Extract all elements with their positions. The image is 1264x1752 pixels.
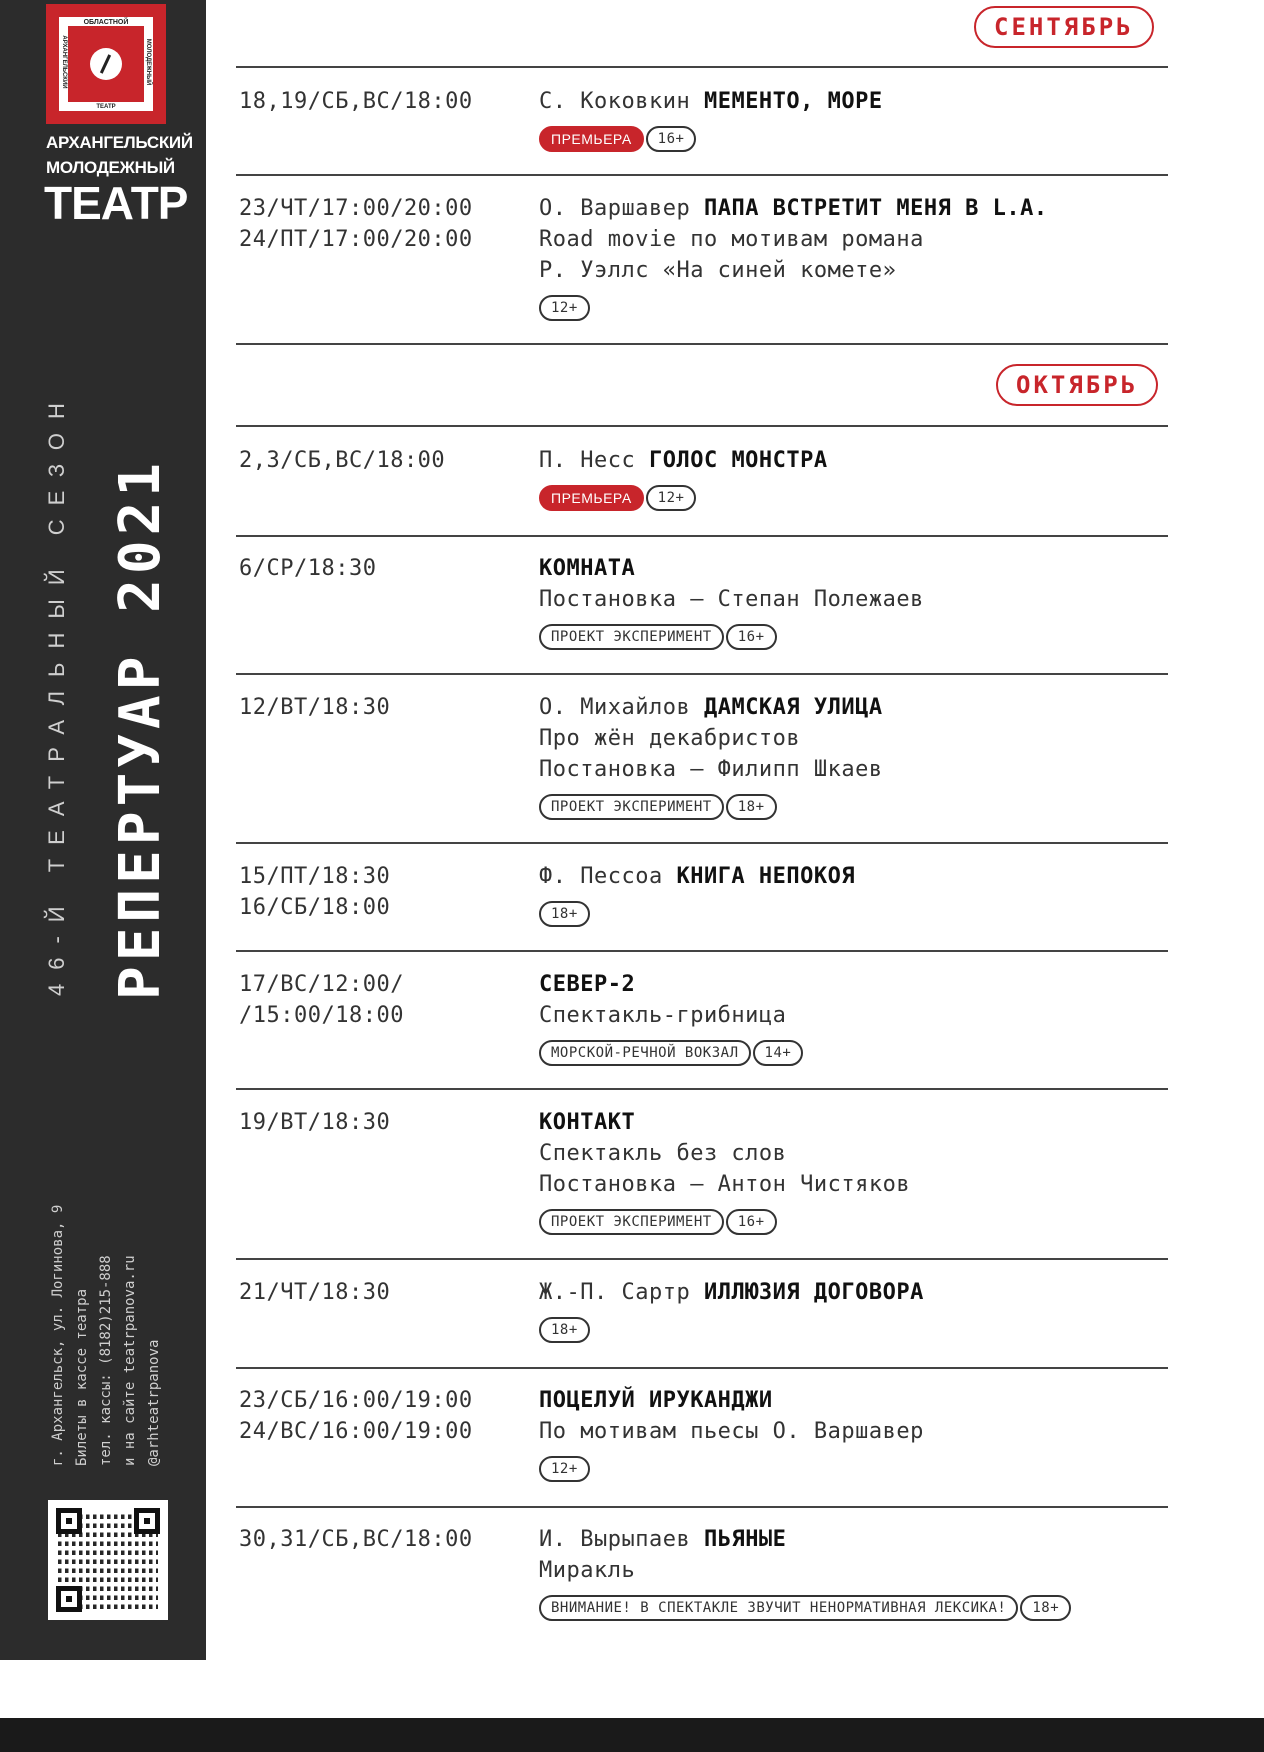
event-author: Ф. Пессоа	[539, 864, 677, 889]
age-badge: 16+	[726, 1209, 777, 1235]
event-date: 17/ВС/12:00/ /15:00/18:00	[239, 972, 404, 1028]
event-description: Постановка – Степан Полежаев	[539, 587, 924, 612]
logo-mark-icon	[90, 48, 122, 80]
qr-code-icon[interactable]	[48, 1500, 168, 1620]
divider	[236, 535, 1168, 537]
project-badge: ПРОЕКТ ЭКСПЕРИМЕНТ	[539, 624, 724, 650]
event-title: МЕМЕНТО, МОРЕ	[703, 89, 883, 114]
project-badge: ПРОЕКТ ЭКСПЕРИМЕНТ	[539, 1209, 724, 1235]
age-badge: 14+	[753, 1040, 804, 1066]
theatre-name-big: ТЕАТР	[44, 177, 188, 229]
contact-website[interactable]: и на сайте teatrpanova.ru	[122, 1255, 138, 1466]
premiere-badge: ПРЕМЬЕРА	[539, 126, 644, 152]
divider	[236, 425, 1168, 427]
theatre-name	[46, 130, 196, 180]
contact-social[interactable]: @arhteatrpanova	[146, 1339, 162, 1466]
age-badge: 12+	[539, 295, 590, 321]
event-title: ДАМСКАЯ УЛИЦА	[703, 695, 883, 720]
event-description: Спектакль-грибница	[539, 1003, 787, 1028]
divider	[236, 174, 1168, 176]
logo-top-text: ОБЛАСТНОЙ	[83, 19, 129, 26]
event-author: И. Вырыпаев	[539, 1527, 704, 1552]
event-title: ПОЦЕЛУЙ ИРУКАНДЖИ	[539, 1388, 773, 1413]
event-date: 21/ЧТ/18:30	[239, 1280, 391, 1305]
contact-tickets: Билеты в кассе театра	[74, 1288, 90, 1466]
logo-right-text: МОЛОДЕЖНЫЙ	[145, 38, 151, 86]
age-badge: 16+	[646, 126, 697, 152]
theatre-logo	[46, 4, 166, 124]
event-date: 2,3/СБ,ВС/18:00	[239, 448, 446, 473]
month-september: СЕНТЯБРЬ	[974, 6, 1154, 48]
age-badge: 18+	[539, 1317, 590, 1343]
event-description: Road movie по мотивам романа	[539, 227, 924, 252]
divider	[236, 842, 1168, 844]
event-title: ГОЛОС МОНСТРА	[648, 448, 828, 473]
contact-address: г. Архангельск, ул. Логинова, 9	[50, 1204, 66, 1466]
divider	[236, 1088, 1168, 1090]
divider	[236, 950, 1168, 952]
age-badge: 12+	[539, 1456, 590, 1482]
event-description: По мотивам пьесы О. Варшавер	[539, 1419, 924, 1444]
logo-left-text: АРХАНГЕЛЬСКИЙ	[61, 35, 67, 89]
event-author: П. Несс	[539, 448, 649, 473]
event-date: 23/ЧТ/17:00/20:00 24/ПТ/17:00/20:00	[239, 196, 473, 252]
event-description: Постановка – Антон Чистяков	[539, 1172, 911, 1197]
contact-phone: тел. кассы: (8182)215-888	[98, 1255, 114, 1466]
event-author: О. Варшавер	[539, 196, 704, 221]
event-description: Р. Уэллс «На синей комете»	[539, 258, 897, 283]
divider	[236, 1506, 1168, 1508]
event-date: 15/ПТ/18:30 16/СБ/18:00	[239, 864, 391, 920]
event-description: Про жён декабристов	[539, 726, 801, 751]
theatre-name-line1: АРХАНГЕЛЬСКИЙ	[46, 133, 193, 152]
event-description: Миракль	[539, 1558, 636, 1583]
age-badge: 12+	[646, 485, 697, 511]
event-title: ПЬЯНЫЕ	[703, 1527, 787, 1552]
event-title: ПАПА ВСТРЕТИТ МЕНЯ В L.A.	[703, 196, 1048, 221]
divider	[236, 673, 1168, 675]
event-date: 19/ВТ/18:30	[239, 1110, 391, 1135]
project-badge: ПРОЕКТ ЭКСПЕРИМЕНТ	[539, 794, 724, 820]
sidebar	[0, 0, 206, 1660]
event-title: СЕВЕР-2	[539, 972, 636, 997]
event-date: 18,19/СБ,ВС/18:00	[239, 89, 473, 114]
premiere-badge: ПРЕМЬЕРА	[539, 485, 644, 511]
event-description: Постановка – Филипп Шкаев	[539, 757, 883, 782]
age-badge: 18+	[1020, 1595, 1071, 1621]
repertoire-title: РЕПЕРТУАР 2021	[108, 457, 173, 1000]
age-badge: 18+	[539, 901, 590, 927]
warning-badge: ВНИМАНИЕ! В СПЕКТАКЛЕ ЗВУЧИТ НЕНОРМАТИВНАЯ ЛЕКСИКА!	[539, 1595, 1018, 1621]
age-badge: 16+	[726, 624, 777, 650]
event-title: КОМНАТА	[539, 556, 636, 581]
event-date: 6/СР/18:30	[239, 556, 377, 581]
event-author: О. Михайлов	[539, 695, 704, 720]
scan-bottom-edge	[0, 1718, 1264, 1752]
event-date: 23/СБ/16:00/19:00 24/ВС/16:00/19:00	[239, 1388, 473, 1444]
event-author: С. Коковкин	[539, 89, 704, 114]
venue-badge: МОРСКОЙ-РЕЧНОЙ ВОКЗАЛ	[539, 1040, 751, 1066]
age-badge: 18+	[726, 794, 777, 820]
divider	[236, 66, 1168, 68]
divider	[236, 1258, 1168, 1260]
event-date: 12/ВТ/18:30	[239, 695, 391, 720]
event-author: Ж.-П. Сартр	[539, 1280, 704, 1305]
logo-bottom-text: ТЕАТР	[96, 104, 116, 110]
divider	[236, 1367, 1168, 1369]
month-october: ОКТЯБРЬ	[996, 364, 1158, 406]
theatre-name-line2: МОЛОДЕЖНЫЙ	[46, 158, 175, 177]
season-label: 46-Й ТЕАТРАЛЬНЫЙ СЕЗОН	[44, 389, 69, 996]
event-title: КНИГА НЕПОКОЯ	[676, 864, 856, 889]
event-date: 30,31/СБ,ВС/18:00	[239, 1527, 473, 1552]
divider	[236, 343, 1168, 345]
event-description: Спектакль без слов	[539, 1141, 787, 1166]
event-title: КОНТАКТ	[539, 1110, 636, 1135]
event-title: ИЛЛЮЗИЯ ДОГОВОРА	[703, 1280, 924, 1305]
